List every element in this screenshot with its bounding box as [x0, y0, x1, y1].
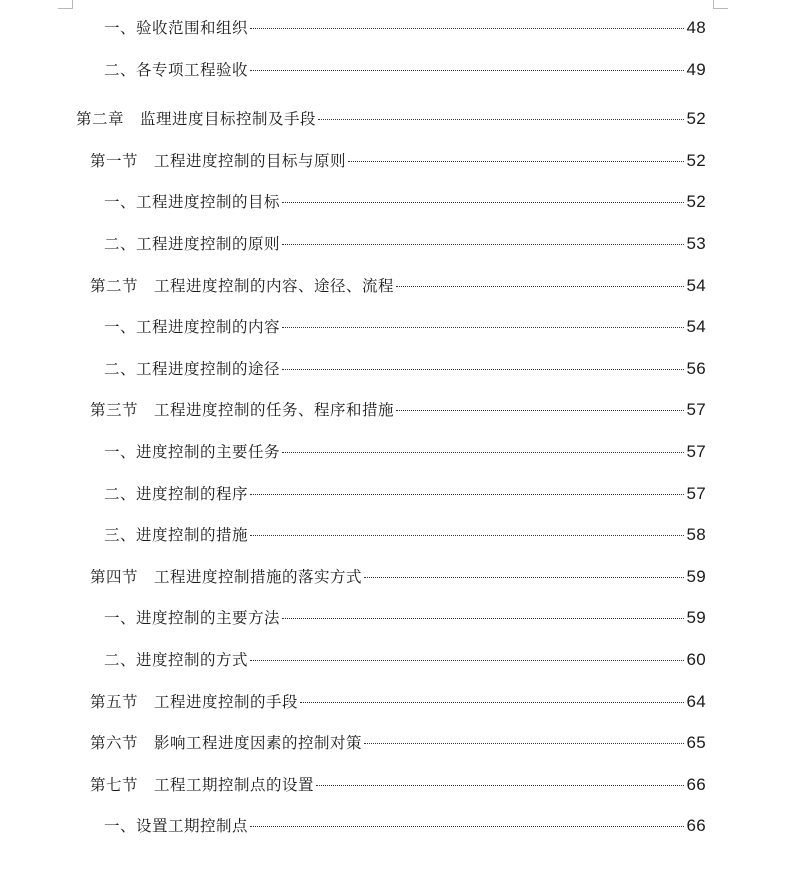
- toc-entry[interactable]: [90, 398, 706, 422]
- toc-entry-page-number: 57: [686, 484, 706, 503]
- toc-entry-page-number: 52: [686, 192, 706, 211]
- toc-entry-title: 一、设置工期控制点: [104, 817, 249, 835]
- toc-dot-leader: [364, 577, 684, 578]
- toc-entry[interactable]: [104, 190, 706, 214]
- toc-entry-title: 第四节 工程进度控制措施的落实方式: [90, 568, 363, 586]
- toc-entry-title: 一、工程进度控制的内容: [104, 318, 281, 336]
- toc-entry-page-number: 64: [686, 692, 706, 711]
- toc-entry-title: 第五节 工程进度控制的手段: [90, 693, 299, 711]
- toc-entry-page-number: 53: [686, 234, 706, 253]
- toc-dot-leader: [282, 244, 684, 245]
- toc-entry-title: 二、各专项工程验收: [104, 61, 249, 79]
- toc-entry[interactable]: [104, 315, 706, 339]
- toc-entry-title: 三、进度控制的措施: [104, 526, 249, 544]
- toc-dot-leader: [250, 494, 684, 495]
- toc-dot-leader: [364, 743, 684, 744]
- toc-entry-title: 二、工程进度控制的原则: [104, 235, 281, 253]
- toc-entry-page-number: 65: [686, 733, 706, 752]
- toc-entry-page-number: 52: [686, 109, 706, 128]
- toc-dot-leader: [300, 702, 684, 703]
- toc-entry-title: 一、进度控制的主要任务: [104, 443, 281, 461]
- toc-entry-page-number: 54: [686, 276, 706, 295]
- toc-entry-page-number: 66: [686, 816, 706, 835]
- toc-entry-page-number: 59: [686, 567, 706, 586]
- toc-entry-page-number: 57: [686, 400, 706, 419]
- toc-dot-leader: [250, 535, 684, 536]
- toc-entry[interactable]: [76, 107, 706, 131]
- toc-dot-leader: [282, 452, 684, 453]
- toc-entry[interactable]: [90, 731, 706, 755]
- toc-dot-leader: [250, 70, 684, 71]
- toc-entry-page-number: 48: [686, 18, 706, 37]
- toc-entry[interactable]: [104, 523, 706, 547]
- toc-dot-leader: [396, 286, 684, 287]
- toc-entry-title: 二、工程进度控制的途径: [104, 360, 281, 378]
- toc-entry[interactable]: [90, 773, 706, 797]
- toc-entry-page-number: 57: [686, 442, 706, 461]
- toc-entry-title: 二、进度控制的方式: [104, 651, 249, 669]
- toc-entry-title: 一、验收范围和组织: [104, 19, 249, 37]
- toc-entry-title: 第六节 影响工程进度因素的控制对策: [90, 734, 363, 752]
- toc-dot-leader: [318, 119, 684, 120]
- toc-dot-leader: [282, 618, 684, 619]
- toc-entry-page-number: 58: [686, 525, 706, 544]
- toc-entry[interactable]: [90, 690, 706, 714]
- toc-dot-leader: [348, 161, 684, 162]
- toc-dot-leader: [282, 202, 684, 203]
- toc-entry-title: 第二章 监理进度目标控制及手段: [76, 110, 317, 128]
- toc-entry-page-number: 56: [686, 359, 706, 378]
- toc-entry-page-number: 49: [686, 60, 706, 79]
- toc-entry[interactable]: [104, 232, 706, 256]
- toc-dot-leader: [316, 785, 684, 786]
- toc-entry[interactable]: [90, 274, 706, 298]
- toc-entry[interactable]: [104, 440, 706, 464]
- toc-entry-title: 二、进度控制的程序: [104, 485, 249, 503]
- toc-entry-page-number: 66: [686, 775, 706, 794]
- toc-dot-leader: [250, 660, 684, 661]
- toc-entry-title: 第七节 工程工期控制点的设置: [90, 776, 315, 794]
- toc-entry-title: 一、工程进度控制的目标: [104, 193, 281, 211]
- toc-entry-title: 一、进度控制的主要方法: [104, 609, 281, 627]
- toc-entry[interactable]: [104, 606, 706, 630]
- toc-entry-title: 第二节 工程进度控制的内容、途径、流程: [90, 277, 395, 295]
- toc-entry-title: 第一节 工程进度控制的目标与原则: [90, 152, 347, 170]
- toc-dot-leader: [250, 826, 684, 827]
- toc-entry[interactable]: [104, 357, 706, 381]
- toc-dot-leader: [282, 327, 684, 328]
- toc-dot-leader: [282, 369, 684, 370]
- toc-entry[interactable]: [90, 149, 706, 173]
- toc-dot-leader: [396, 410, 684, 411]
- toc-entry[interactable]: [104, 16, 706, 40]
- toc-entry[interactable]: [104, 58, 706, 82]
- toc-entry-page-number: 54: [686, 317, 706, 336]
- toc-entry-page-number: 60: [686, 650, 706, 669]
- toc-entry[interactable]: [104, 482, 706, 506]
- toc-entry[interactable]: [104, 648, 706, 672]
- toc-entry-page-number: 52: [686, 151, 706, 170]
- toc-entry-title: 第三节 工程进度控制的任务、程序和措施: [90, 401, 395, 419]
- toc-entry[interactable]: [104, 814, 706, 838]
- toc-dot-leader: [250, 28, 684, 29]
- toc-entry-page-number: 59: [686, 608, 706, 627]
- toc-entry[interactable]: [90, 565, 706, 589]
